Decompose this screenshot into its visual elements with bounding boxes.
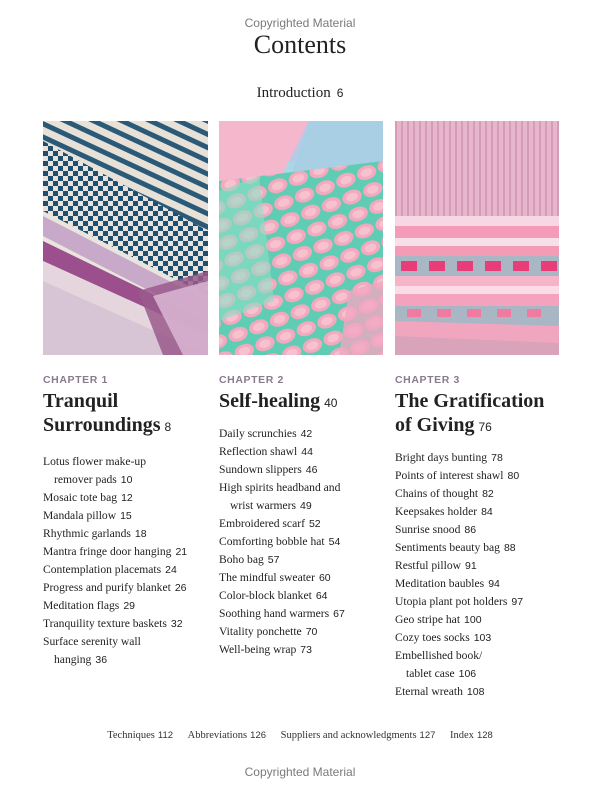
chapter-1-page: 8: [164, 420, 172, 434]
toc-entry[interactable]: [395, 521, 565, 539]
toc-entry[interactable]: [43, 507, 213, 525]
toc-entry[interactable]: [219, 605, 389, 623]
footer-page: 112: [157, 730, 174, 741]
entry-text: Well-being wrap: [219, 643, 297, 656]
entry-text: The mindful sweater: [219, 571, 315, 584]
chapter-1-title-line1: Tranquil: [43, 390, 119, 412]
chapter-3-label: CHAPTER 3: [395, 374, 460, 386]
chapter-1-column: [43, 371, 213, 669]
entry-page: 97: [511, 596, 524, 608]
footer-index[interactable]: [450, 730, 493, 741]
entry-text: Vitality ponchette: [219, 625, 302, 638]
toc-entry[interactable]: [395, 503, 565, 521]
entry-text: Comforting bobble hat: [219, 535, 325, 548]
chapter-1-title[interactable]: [43, 389, 213, 439]
entry-page: 86: [464, 524, 477, 536]
entry-page: 64: [315, 590, 328, 602]
entry-page: 67: [333, 608, 345, 620]
toc-entry[interactable]: [395, 575, 565, 593]
entry-page: 108: [466, 686, 485, 698]
entry-text: Mandala pillow: [43, 509, 117, 522]
entry-text-cont: remover pads: [54, 473, 117, 486]
entry-page: 78: [491, 452, 503, 464]
entry-page: 70: [305, 626, 318, 638]
chapter-1-photo: [43, 121, 208, 355]
entry-text: Soothing hand warmers: [219, 607, 330, 620]
toc-entry[interactable]: [395, 611, 565, 629]
entry-text: Contemplation placemats: [43, 563, 162, 576]
entry-page: 32: [170, 618, 183, 630]
entry-page: 26: [174, 582, 187, 594]
toc-entry[interactable]: [43, 525, 213, 543]
entry-text: Boho bag: [219, 553, 264, 566]
toc-entry[interactable]: [219, 515, 389, 533]
toc-entry[interactable]: [395, 467, 565, 485]
introduction-page: 6: [336, 86, 344, 100]
footer-abbreviations[interactable]: [188, 730, 266, 741]
entry-page: 10: [120, 474, 133, 486]
chapter-2-label: CHAPTER 2: [219, 374, 284, 386]
toc-entry[interactable]: [395, 593, 565, 611]
entry-text: Surface serenity wall: [43, 635, 141, 648]
entry-page: 82: [482, 488, 494, 500]
entry-text: Chains of thought: [395, 487, 479, 500]
entry-page: 57: [267, 554, 280, 566]
entry-text: Bright days bunting: [395, 451, 488, 464]
toc-entry[interactable]: [43, 615, 213, 633]
entry-text: High spirits headband and: [219, 481, 341, 494]
toc-entry[interactable]: [395, 449, 565, 467]
entry-page: 54: [328, 536, 341, 548]
entry-page: 106: [458, 668, 477, 680]
entry-text: Sunrise snood: [395, 523, 461, 536]
toc-entry[interactable]: [395, 683, 565, 701]
back-matter-links: [0, 730, 600, 741]
toc-entry[interactable]: [43, 543, 213, 561]
entry-text: Eternal wreath: [395, 685, 463, 698]
footer-page: 127: [419, 730, 436, 741]
entry-text: Embellished book/: [395, 649, 483, 662]
footer-page: 126: [250, 730, 267, 741]
copyright-watermark-bottom: Copyrighted Material: [244, 765, 356, 779]
entry-text: Rhythmic garlands: [43, 527, 131, 540]
entry-page: 12: [121, 492, 133, 504]
toc-entry[interactable]: [395, 539, 565, 557]
footer-suppliers[interactable]: [281, 730, 436, 741]
chapter-3-page: 76: [478, 420, 492, 434]
entry-text: Meditation baubles: [395, 577, 485, 590]
footer-techniques[interactable]: [107, 730, 173, 741]
footer-label: Abbreviations: [187, 730, 248, 741]
introduction-label: Introduction: [256, 85, 331, 101]
toc-entry[interactable]: [395, 647, 565, 683]
entry-page: 21: [175, 546, 188, 558]
footer-page: 128: [476, 730, 493, 741]
entry-page: 80: [507, 470, 520, 482]
entry-text: Cozy toes socks: [395, 631, 470, 644]
toc-entry[interactable]: [43, 579, 213, 597]
toc-entry[interactable]: [219, 461, 389, 479]
toc-introduction[interactable]: [0, 85, 600, 102]
toc-entry[interactable]: [219, 623, 389, 641]
toc-entry[interactable]: [219, 551, 389, 569]
chapter-2-column: [219, 371, 389, 659]
entry-text: Embroidered scarf: [219, 517, 305, 530]
entry-text: Keepsakes holder: [395, 505, 478, 518]
entry-page: 18: [134, 528, 147, 540]
toc-entry[interactable]: [395, 629, 565, 647]
entry-page: 73: [300, 644, 312, 656]
page-title: Contents: [253, 30, 347, 59]
toc-entry[interactable]: [219, 587, 389, 605]
entry-page: 36: [95, 654, 108, 666]
entry-page: 91: [465, 560, 477, 572]
chapter-1-list: [43, 453, 213, 669]
chapter-3-title-line1: The Gratification: [395, 390, 545, 412]
entry-page: 103: [473, 632, 492, 644]
entry-text: Geo stripe hat: [395, 613, 461, 626]
entry-text: Sentiments beauty bag: [395, 541, 500, 554]
entry-page: 15: [120, 510, 132, 522]
entry-text: Tranquility texture baskets: [43, 617, 167, 630]
entry-page: 100: [464, 614, 482, 626]
toc-entry[interactable]: [43, 633, 213, 669]
chapter-2-photo: [219, 121, 383, 355]
footer-label: Techniques: [107, 730, 155, 741]
entry-text-cont: tablet case: [406, 667, 455, 680]
toc-entry[interactable]: [219, 569, 389, 587]
chapter-3-photo: [395, 121, 559, 355]
entry-text: Mantra fringe door hanging: [43, 545, 172, 558]
entry-text: Points of interest shawl: [395, 469, 504, 482]
entry-text: Meditation flags: [43, 599, 120, 612]
entry-page: 42: [300, 428, 313, 440]
footer-label: Index: [450, 730, 474, 741]
entry-text: Progress and purify blanket: [43, 581, 171, 594]
entry-text: Utopia plant pot holders: [395, 595, 508, 608]
toc-entry[interactable]: [219, 533, 389, 551]
entry-page: 29: [123, 600, 135, 612]
toc-entry[interactable]: [219, 443, 389, 461]
entry-page: 84: [481, 506, 493, 518]
toc-entry[interactable]: [219, 479, 389, 515]
entry-page: 44: [301, 446, 313, 458]
chapter-2-title[interactable]: [219, 389, 389, 415]
entry-text-cont: wrist warmers: [230, 499, 297, 512]
entry-text: Reflection shawl: [219, 445, 298, 458]
entry-page: 49: [300, 500, 312, 512]
entry-page: 52: [308, 518, 321, 530]
chapter-3-title-line2: of Giving: [395, 414, 475, 436]
chapter-1-label: CHAPTER 1: [43, 374, 108, 386]
entry-page: 60: [318, 572, 331, 584]
chapter-2-title-line1: Self-healing: [219, 390, 321, 412]
entry-text: Lotus flower make-up: [43, 455, 147, 468]
toc-entry[interactable]: [43, 597, 213, 615]
toc-entry[interactable]: [395, 557, 565, 575]
entry-page: 88: [503, 542, 516, 554]
entry-text: Mosaic tote bag: [43, 491, 118, 504]
chapter-3-list: [395, 449, 565, 701]
toc-entry[interactable]: [219, 425, 389, 443]
chapter-3-title[interactable]: [395, 389, 565, 439]
copyright-watermark-top: Copyrighted Material: [244, 16, 356, 30]
toc-entry[interactable]: [43, 489, 213, 507]
toc-entry[interactable]: [43, 453, 213, 489]
entry-text: Daily scrunchies: [219, 427, 297, 440]
entry-text-cont: hanging: [54, 653, 92, 666]
entry-page: 94: [488, 578, 500, 590]
toc-entry[interactable]: [219, 641, 389, 659]
chapter-1-title-line2: Surroundings: [43, 414, 161, 436]
entry-page: 24: [165, 564, 177, 576]
entry-page: 46: [305, 464, 318, 476]
chapter-2-list: [219, 425, 389, 659]
chapter-3-column: [395, 371, 565, 701]
entry-text: Sundown slippers: [219, 463, 302, 476]
toc-entry[interactable]: [43, 561, 213, 579]
entry-text: Color-block blanket: [219, 589, 312, 602]
toc-entry[interactable]: [395, 485, 565, 503]
entry-text: Restful pillow: [395, 559, 462, 572]
footer-label: Suppliers and acknowledgments: [280, 730, 417, 741]
chapter-2-page: 40: [324, 396, 338, 410]
